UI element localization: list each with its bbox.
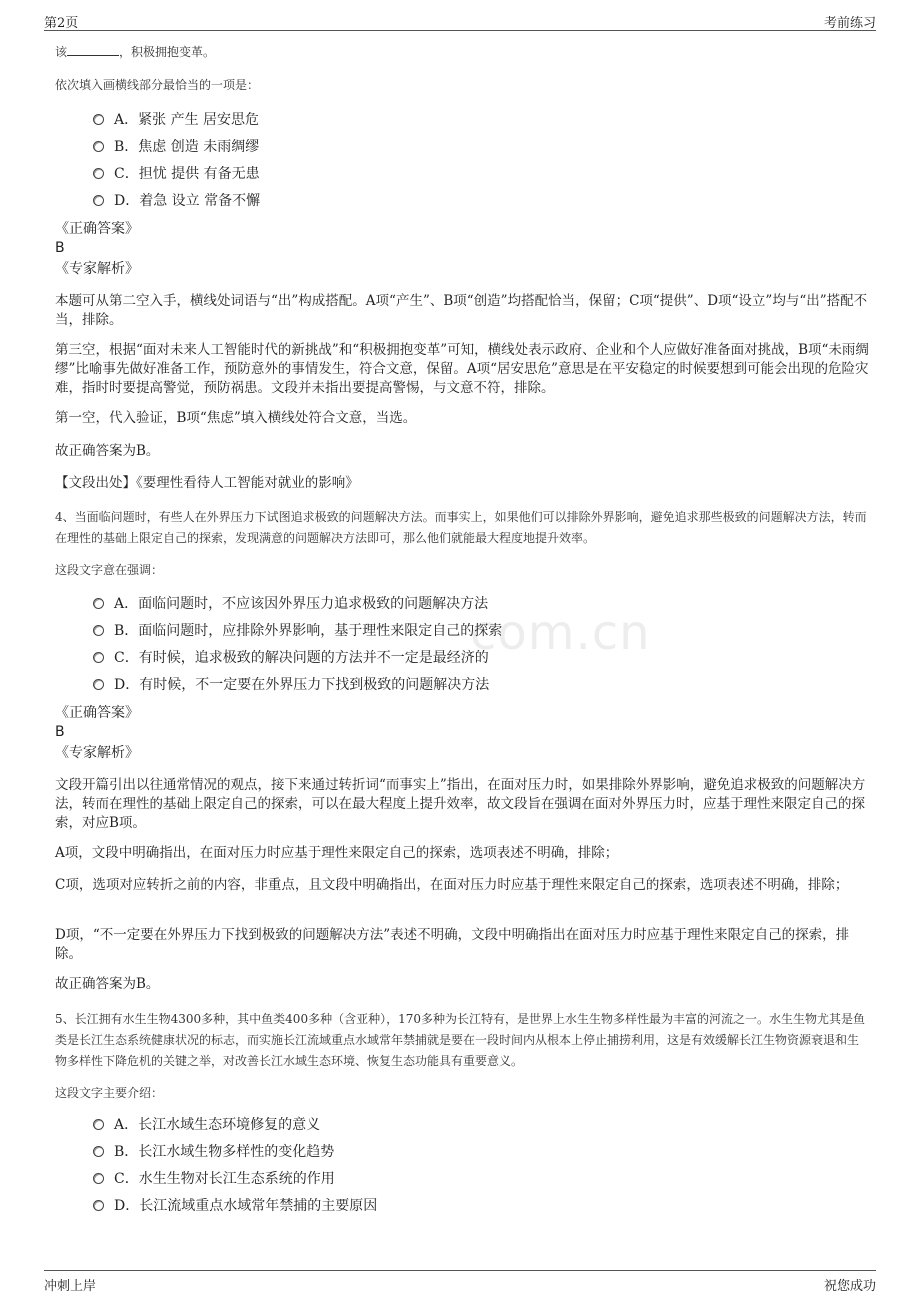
- q5-option-a[interactable]: A．长江水域生态环境修复的意义: [93, 1115, 320, 1135]
- page-footer: [44, 1270, 876, 1297]
- radio-icon[interactable]: [93, 1119, 104, 1130]
- q4-analysis-p3: C项，选项对应转折之前的内容，非重点，且文段中明确指出，在面对压力时应基于理性来限定自己的探索，选项表述不明确，排除；: [55, 877, 849, 893]
- q3-answer: B: [55, 240, 65, 256]
- radio-icon[interactable]: [93, 114, 104, 125]
- q4-analysis-label: 《专家解析》: [55, 745, 139, 761]
- q3-analysis-p2: 第三空，根据“面对未来人工智能时代的新挑战”和“积极拥抱变革”可知，横线处表示政府、企业和个人应做好准备面对挑战，B项“未雨绸缪”比喻事先做好准备工作，预防意外的事情发生，符合文意，保留。A项“居安思危”意思是在平安稳定的时候要想到可能会出现的危险灾难，指时时要提高警觉，预防祸患。文段并未指出要提高警惕，与文意不符，排除。: [55, 342, 869, 396]
- radio-icon[interactable]: [93, 1200, 104, 1211]
- q3-prompt: 依次填入画横线部分最恰当的一项是：: [55, 78, 260, 92]
- footer-left: 冲刺上岸: [44, 1279, 97, 1294]
- radio-icon[interactable]: [93, 168, 104, 179]
- q5-prompt: 这段文字主要介绍：: [55, 1086, 164, 1100]
- radio-icon[interactable]: [93, 195, 104, 206]
- q3-analysis-label: 《专家解析》: [55, 261, 139, 277]
- q5-option-c[interactable]: C．水生生物对长江生态系统的作用: [93, 1169, 335, 1189]
- page-header: [44, 8, 876, 31]
- q5-option-b[interactable]: B．长江水域生物多样性的变化趋势: [93, 1142, 334, 1162]
- q3-analysis-p4: 故正确答案为B。: [55, 443, 160, 459]
- q4-prompt: 这段文字意在强调：: [55, 563, 164, 577]
- watermark: com.cn: [470, 605, 651, 661]
- radio-icon[interactable]: [93, 1173, 104, 1184]
- q5-option-d[interactable]: D．长江流域重点水域常年禁捕的主要原因: [93, 1196, 377, 1216]
- q3-option-b[interactable]: B．焦虑 创造 未雨绸缪: [93, 137, 259, 157]
- radio-icon[interactable]: [93, 679, 104, 690]
- q4-analysis-p5: 故正确答案为B。: [55, 976, 160, 992]
- q4-option-c[interactable]: C．有时候，追求极致的解决问题的方法并不一定是最经济的: [93, 648, 489, 668]
- q3-option-a[interactable]: A．紧张 产生 居安思危: [93, 110, 259, 130]
- page-number: 第2页: [44, 16, 79, 31]
- radio-icon[interactable]: [93, 625, 104, 636]
- q4-answer-label: 《正确答案》: [55, 705, 139, 721]
- q5-stem: 5、长江拥有水生生物4300多种，其中鱼类400多种（含亚种），170多种为长江特有，是世界上水生生物多样性最为丰富的河流之一。水生生物尤其是鱼类是长江生态系统健康状况的标志，而实施长江流域重点水域常年禁捕就是要在一段时间内从根本上停止捕捞利用，这是有效缓解长江生物资源衰退和生物多样性下降危机的关键之举，对改善长江水域生态环境、恢复生态功能具有重要意义。: [55, 1012, 865, 1068]
- q3-stem-pre: 该: [55, 45, 68, 59]
- q3-stem: [55, 42, 215, 63]
- radio-icon[interactable]: [93, 598, 104, 609]
- footer-right: 祝您成功: [823, 1279, 876, 1294]
- radio-icon[interactable]: [93, 1146, 104, 1157]
- q4-stem: 4、当面临问题时，有些人在外界压力下试图追求极致的问题解决方法。而事实上，如果他们可以排除外界影响，避免追求那些极致的问题解决方法，转而在理性的基础上限定自己的探索，发现满意的问题解决方法即可，那么他们就能最大程度地提升效率。: [55, 510, 867, 545]
- section-title: 考前练习: [823, 16, 876, 31]
- q4-analysis-p4: D项，“不一定要在外界压力下找到极致的问题解决方法”表述不明确，文段中明确指出在面对压力时应基于理性来限定自己的探索，排除。: [55, 927, 850, 962]
- q4-analysis-p1: 文段开篇引出以往通常情况的观点，接下来通过转折词“而事实上”指出，在面对压力时，如果排除外界影响，避免追求极致的问题解决方法，转而在理性的基础上限定自己的探索，可以在最大程度上提升效率，故文段旨在强调在面对外界压力时，应基于理性来限定自己的探索，对应B项。: [55, 777, 866, 831]
- q3-answer-label: 《正确答案》: [55, 221, 139, 237]
- q4-option-a[interactable]: A．面临问题时，不应该因外界压力追求极致的问题解决方法: [93, 594, 488, 614]
- q4-analysis-p2: A项，文段中明确指出，在面对压力时应基于理性来限定自己的探索，选项表述不明确，排除；: [55, 845, 619, 861]
- q4-option-d[interactable]: D．有时候，不一定要在外界压力下找到极致的问题解决方法: [93, 675, 489, 695]
- radio-icon[interactable]: [93, 652, 104, 663]
- fill-blank: [67, 45, 119, 56]
- q4-answer: B: [55, 724, 65, 740]
- q3-source: 【文段出处】《要理性看待人工智能对就业的影响》: [55, 475, 359, 491]
- radio-icon[interactable]: [93, 141, 104, 152]
- q3-analysis-p1: 本题可从第二空入手，横线处词语与“出”构成搭配。A项“产生”、B项“创造”均搭配恰当，保留；C项“提供”、D项“设立”均与“出”搭配不当，排除。: [55, 293, 868, 328]
- q3-option-d[interactable]: D．着急 设立 常备不懈: [93, 191, 260, 211]
- q3-analysis-p3: 第一空，代入验证，B项“焦虑”填入横线处符合文意，当选。: [55, 410, 417, 426]
- q3-option-c[interactable]: C．担忧 提供 有备无患: [93, 164, 260, 184]
- q3-stem-post: ，积极拥抱变革。: [119, 45, 216, 59]
- q4-option-b[interactable]: B．面临问题时，应排除外界影响，基于理性来限定自己的探索: [93, 621, 502, 641]
